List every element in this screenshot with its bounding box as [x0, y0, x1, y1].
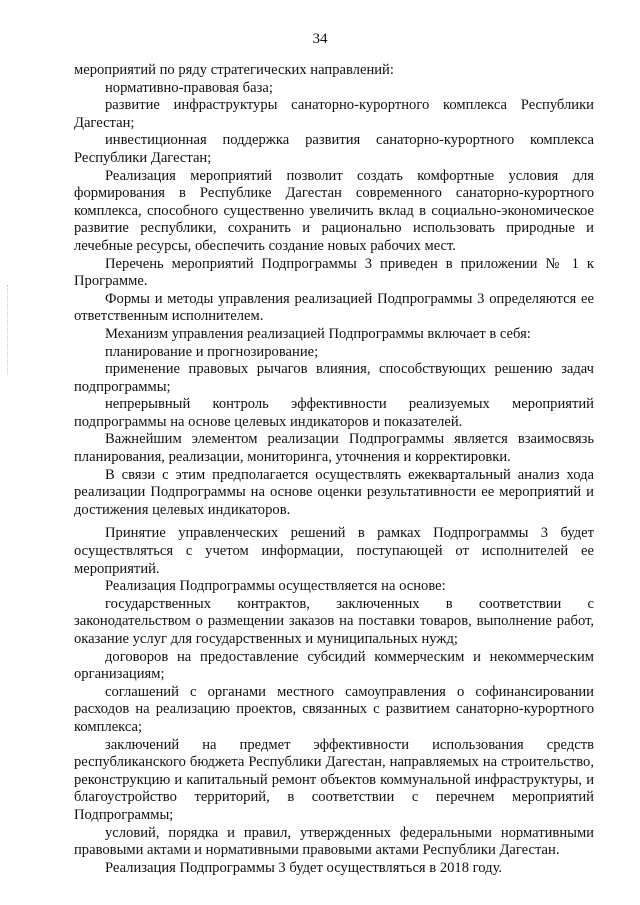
paragraph-18: соглашений с органами местного самоуправления о софинансировании расходов на реализацию проектов, связанных с развитием санаторно-курортного комплекса; [74, 683, 594, 735]
paragraph-8: Механизм управления реализацией Подпрограммы включает в себя: [105, 325, 531, 342]
paragraph-3: развитие инфраструктуры санаторно-курортного комплекса Республики Дагестан; [74, 97, 594, 131]
paragraph-5: Реализация мероприятий позволит создать комфортные условия для формирования в Республике Дагестан современного санаторно-курортного комплекса, способного существенно увеличить вклад в социально-экономическое развитие республики, сохранить и рационально использовать природные и лечебные ресурсы, обеспечить создание новых рабочих мест. [74, 167, 594, 254]
paragraph-21: Реализация Подпрограммы 3 будет осуществляться в 2018 году. [105, 859, 503, 876]
paragraph-19: заключений на предмет эффективности использования средств республиканского бюджета Республики Дагестан, направляемых на строительство, реконструкцию и капитальный ремонт объектов коммунальной инфраструктуры, и благоустройство территорий, в соответствии с перечнем мероприятий Подпрограммы; [74, 736, 594, 823]
document-body [74, 62, 594, 877]
paragraph-15: Реализация Подпрограммы осуществляется на основе: [105, 578, 446, 595]
paragraph-17: договоров на предоставление субсидий коммерческим и некоммерческим организациям; [74, 648, 594, 683]
paragraph-4: инвестиционная поддержка развития санаторно-курортного комплекса Республики Дагестан; [74, 132, 594, 166]
paragraph-16: государственных контрактов, заключенных в соответствии с законодательством о размещении заказов на поставки товаров, выполнение работ, оказание услуг для государственных и муниципальных нужд; [74, 595, 594, 647]
paragraph-1: мероприятий по ряду стратегических направлений: [74, 62, 394, 78]
paragraph-7: Формы и методы управления реализацией Подпрограммы 3 определяются ее ответственным исполнителем. [74, 290, 594, 325]
paragraph-9: планирование и прогнозирование; [105, 343, 319, 360]
paragraph-14: Принятие управленческих решений в рамках Подпрограммы 3 будет осуществляться с учетом информации, поступающей от исполнителей ее мероприятий. [74, 525, 594, 577]
page-number: 34 [312, 31, 328, 47]
paragraph-10: применение правовых рычагов влияния, способствующих решению задач подпрограммы; [74, 361, 594, 395]
paragraph-11: непрерывный контроль эффективности реализуемых мероприятий подпрограммы на основе целевых индикаторов и показателей. [74, 396, 594, 430]
paragraph-2: нормативно-правовая база; [105, 79, 273, 96]
paragraph-6: Перечень мероприятий Подпрограммы 3 приведен в приложении № 1 к Программе. [74, 255, 594, 290]
paragraph-13: В связи с этим предполагается осуществлять ежеквартальный анализ хода реализации Подпрограммы на основе оценки результативности ее мероприятий и достижения целевых индикаторов. [74, 466, 594, 518]
scan-margin-marks [7, 285, 12, 375]
paragraph-12: Важнейшим элементом реализации Подпрограммы является взаимосвязь планирования, реализации, мониторинга, уточнения и корректировки. [74, 431, 594, 466]
paragraph-20: условий, порядка и правил, утвержденных федеральными нормативными правовыми актами и нормативными правовыми актами Республики Дагестан. [74, 824, 594, 859]
